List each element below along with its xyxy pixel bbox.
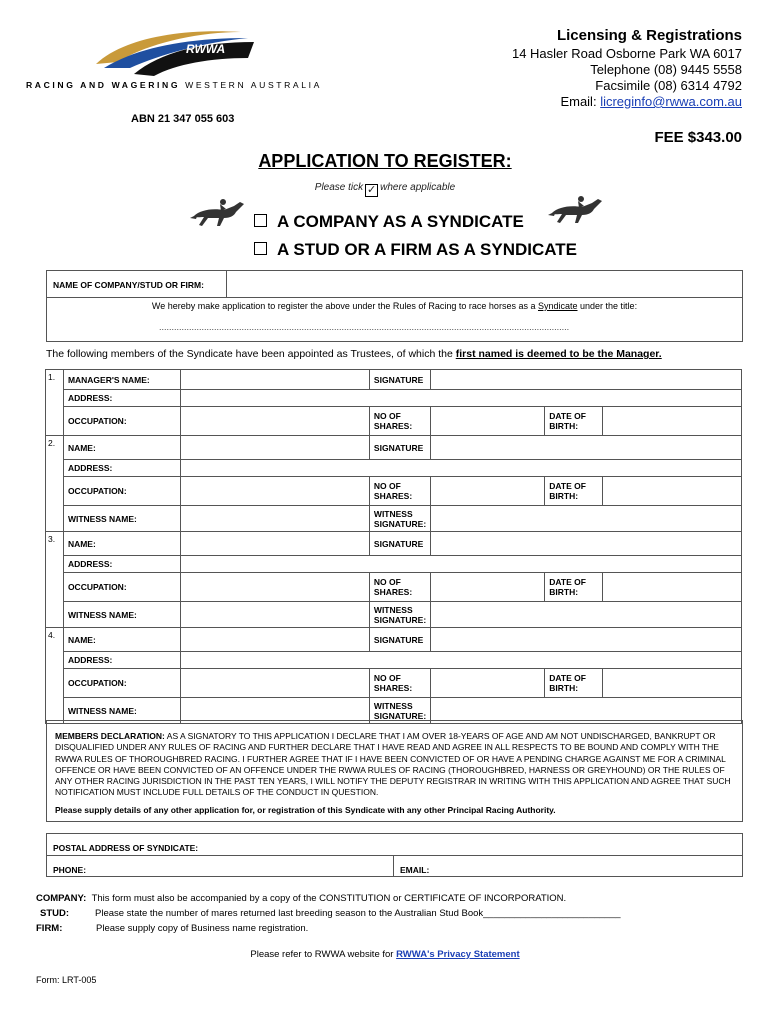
telephone-line: Telephone (08) 9445 5558 xyxy=(590,62,742,77)
table-row xyxy=(46,460,742,477)
signature-input[interactable] xyxy=(431,436,742,460)
members-declaration: MEMBERS DECLARATION: AS A SIGNATORY TO THIS APPLICATION I DECLARE THAT I AM OVER 18-YEARS OF AGE AND AM NOT UNDISCHARGED, BANKRUPT OR DISQUALIFIED UNDER ANY RULES OF RACING AND FURTHER DECLARE THAT I HAVE READ AND AGREE IN ALL RESPECTS TO BE BOUND AND COMPLY WITH THE RWWA RULES OF THOROUGHBRED RACING. I FURTHER AGREE THAT IF I HAVE BEEN CONVICTED OF OR HAVE A PENDING CHARGE AGAINST ME FOR A CRIMINAL OFFENCE OR HAVE BEEN CONVICTED OF AN OFFENCE UNDER THE RWWA RULES OF RACING (THOROUGHBRED, HARNESS OR GREYHOUND) OR THE RULES OF ANY OTHER RACING JURISDICTION IN THE PAST TEN YEARS, I WILL NOTIFY THE DEPUTY REGISTRAR IN WRITING WITH THIS APPLICATION AND AGREE THAT SUCH NOTIFICATION MUST INCLUDE FULL DETAILS OF THE CONDUCT IN QUESTION. Please supply details of any other application for, or registration of this Syndicate with any other Principal Racing Authority. xyxy=(46,720,743,822)
company-name-input[interactable] xyxy=(227,271,742,298)
privacy-statement-line: Please refer to RWWA website for RWWA's Privacy Statement xyxy=(250,949,520,960)
tick-sample-icon: ✓ xyxy=(367,184,377,196)
managers-name-label: MANAGER'S NAME: xyxy=(63,370,180,390)
no-of-shares-input[interactable] xyxy=(431,407,545,436)
managers-name-input[interactable] xyxy=(180,370,369,390)
name-label: NAME: xyxy=(63,628,180,652)
company-checkbox[interactable] xyxy=(254,214,267,227)
witness-signature-label: WITNESS SIGNATURE: xyxy=(369,506,430,532)
witness-signature-label: WITNESS SIGNATURE: xyxy=(369,698,430,724)
table-row: 4. NAME: SIGNATURE xyxy=(46,628,742,652)
table-row: 1. MANAGER'S NAME: SIGNATURE xyxy=(46,370,742,390)
address-label: ADDRESS: xyxy=(63,556,180,573)
stud-firm-checkbox[interactable] xyxy=(254,242,267,255)
date-of-birth-label: DATE OF BIRTH: xyxy=(545,477,603,506)
occupation-input[interactable] xyxy=(180,573,369,602)
name-input[interactable] xyxy=(180,628,369,652)
racehorse-jockey-icon xyxy=(548,193,608,229)
privacy-statement-link[interactable]: RWWA's Privacy Statement xyxy=(396,949,520,960)
signature-input[interactable] xyxy=(431,532,742,556)
occupation-label: OCCUPATION: xyxy=(63,477,180,506)
syndicate-contact-section xyxy=(46,833,743,877)
stud-note-label: STUD: xyxy=(40,908,70,919)
witness-name-label: WITNESS NAME: xyxy=(63,602,180,628)
no-of-shares-input[interactable] xyxy=(431,669,545,698)
no-of-shares-input[interactable] xyxy=(431,573,545,602)
address-label: ADDRESS: xyxy=(63,652,180,669)
racehorse-jockey-icon xyxy=(190,196,250,232)
no-of-shares-label: NO OF SHARES: xyxy=(369,407,430,436)
address-input[interactable] xyxy=(180,556,742,573)
stud-mares-input[interactable]: Please state the number of mares returned last breeding season to the Australian Stud Book__________________________ xyxy=(95,908,621,919)
syndicate-name-section xyxy=(46,270,743,342)
address-label: ADDRESS: xyxy=(63,460,180,477)
signature-input[interactable] xyxy=(431,370,742,390)
signature-label: SIGNATURE xyxy=(369,628,430,652)
occupation-input[interactable] xyxy=(180,477,369,506)
date-of-birth-label: DATE OF BIRTH: xyxy=(545,407,603,436)
table-row xyxy=(46,477,742,506)
occupation-label: OCCUPATION: xyxy=(63,669,180,698)
table-row xyxy=(46,390,742,407)
table-row xyxy=(46,652,742,669)
occupation-label: OCCUPATION: xyxy=(63,573,180,602)
table-row xyxy=(46,407,742,436)
witness-name-input[interactable] xyxy=(180,506,369,532)
no-of-shares-label: NO OF SHARES: xyxy=(369,477,430,506)
date-of-birth-input[interactable] xyxy=(603,669,742,698)
other-application-note: Please supply details of any other application for, or registration of this Syndicate with any other Principal Racing Authority. xyxy=(55,804,556,815)
name-input[interactable] xyxy=(180,436,369,460)
email-link[interactable]: licreginfo@rwwa.com.au xyxy=(600,94,742,109)
form-number: Form: LRT-005 xyxy=(36,975,97,985)
org-full-name: RACING AND WAGERING WESTERN AUSTRALIA xyxy=(26,80,322,90)
trustees-intro: The following members of the Syndicate have been appointed as Trustees, of which the first named is deemed to be the Manager. xyxy=(46,348,662,360)
email-input[interactable] xyxy=(394,856,742,876)
address-line: 14 Hasler Road Osborne Park WA 6017 xyxy=(511,46,742,61)
email-line: Email: licreginfo@rwwa.com.au xyxy=(560,94,742,109)
syndicate-title-input[interactable]: .................................................................................................................................................................... xyxy=(159,322,570,332)
address-input[interactable] xyxy=(180,652,742,669)
fee-amount: FEE $343.00 xyxy=(654,129,742,146)
name-label: NAME: xyxy=(63,436,180,460)
facsimile-line: Facsimile (08) 6314 4792 xyxy=(595,78,742,93)
company-note-label: COMPANY: xyxy=(36,893,87,904)
contact-block xyxy=(422,26,742,110)
trustees-table xyxy=(45,369,742,724)
date-of-birth-label: DATE OF BIRTH: xyxy=(545,669,603,698)
table-row xyxy=(46,506,742,532)
form-title: APPLICATION TO REGISTER: xyxy=(258,151,512,171)
address-input[interactable] xyxy=(180,390,742,407)
table-row: 2. NAME: SIGNATURE xyxy=(46,436,742,460)
table-row xyxy=(46,573,742,602)
firm-note-label: FIRM: xyxy=(36,923,63,934)
no-of-shares-label: NO OF SHARES: xyxy=(369,573,430,602)
witness-name-input[interactable] xyxy=(180,602,369,628)
abn-number: ABN 21 347 055 603 xyxy=(131,113,235,125)
witness-name-label: WITNESS NAME: xyxy=(63,698,180,724)
date-of-birth-input[interactable] xyxy=(603,573,742,602)
register-statement: We hereby make application to register the above under the Rules of Racing to race horses as a Syndicate under the title: xyxy=(151,301,638,311)
postal-address-input[interactable] xyxy=(47,834,742,856)
svg-text:RWWA: RWWA xyxy=(186,42,226,56)
occupation-input[interactable] xyxy=(180,669,369,698)
name-input[interactable] xyxy=(180,532,369,556)
witness-name-label: WITNESS NAME: xyxy=(63,506,180,532)
date-of-birth-label: DATE OF BIRTH: xyxy=(545,573,603,602)
occupation-label: OCCUPATION: xyxy=(63,407,180,436)
name-of-company-label: NAME OF COMPANY/STUD OR FIRM: xyxy=(53,280,204,290)
no-of-shares-input[interactable] xyxy=(431,477,545,506)
table-row xyxy=(46,602,742,628)
occupation-input[interactable] xyxy=(180,407,369,436)
date-of-birth-input[interactable] xyxy=(603,477,742,506)
signature-label: SIGNATURE xyxy=(369,532,430,556)
email-label: EMAIL: xyxy=(400,865,430,875)
phone-input[interactable] xyxy=(47,856,394,876)
witness-signature-input[interactable] xyxy=(431,506,742,532)
option-stud-firm-syndicate[interactable]: A STUD OR A FIRM AS A SYNDICATE xyxy=(254,240,577,260)
option-company-syndicate[interactable]: A COMPANY AS A SYNDICATE xyxy=(254,212,524,232)
address-label: ADDRESS: xyxy=(63,390,180,407)
table-row: 3. NAME: SIGNATURE xyxy=(46,532,742,556)
dept-title: Licensing & Registrations xyxy=(556,27,742,44)
table-row xyxy=(46,669,742,698)
no-of-shares-label: NO OF SHARES: xyxy=(369,669,430,698)
signature-input[interactable] xyxy=(431,628,742,652)
signature-label: SIGNATURE xyxy=(369,370,430,390)
address-input[interactable] xyxy=(180,460,742,477)
date-of-birth-input[interactable] xyxy=(603,407,742,436)
tick-instruction: Please tick ✓ where applicable xyxy=(314,182,456,196)
signature-label: SIGNATURE xyxy=(369,436,430,460)
table-row xyxy=(46,556,742,573)
name-label: NAME: xyxy=(63,532,180,556)
phone-label: PHONE: xyxy=(53,865,87,875)
witness-signature-input[interactable] xyxy=(431,602,742,628)
postal-address-label: POSTAL ADDRESS OF SYNDICATE: xyxy=(53,843,199,853)
witness-signature-label: WITNESS SIGNATURE: xyxy=(369,602,430,628)
